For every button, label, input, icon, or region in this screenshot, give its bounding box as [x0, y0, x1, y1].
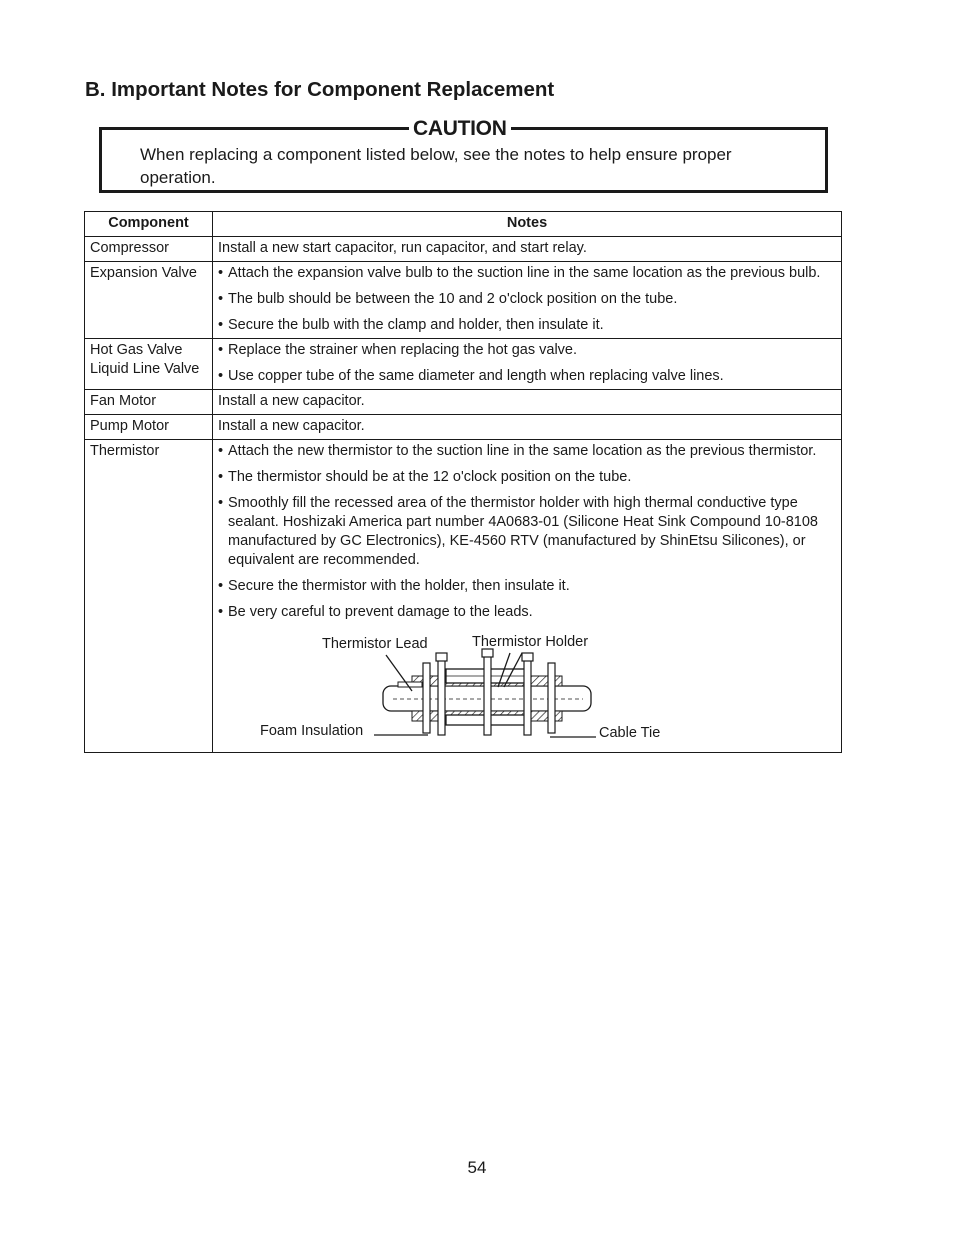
- note-text: The bulb should be between the 10 and 2 o'clock position on the tube.: [228, 291, 678, 307]
- note-bullet: [218, 367, 836, 386]
- note-text: Be very careful to prevent damage to the leads.: [228, 604, 533, 620]
- notes-cell: [213, 390, 842, 415]
- component-cell: [85, 262, 213, 339]
- table-row: [85, 262, 842, 339]
- notes-cell: [213, 440, 842, 753]
- note-text: Install a new capacitor.: [218, 418, 365, 434]
- note-text: Secure the bulb with the clamp and holder, then insulate it.: [228, 317, 604, 333]
- note-bullet: [218, 603, 836, 622]
- component-name: Thermistor: [90, 443, 160, 459]
- bullet-icon: •: [218, 342, 224, 358]
- caution-label: CAUTION: [409, 116, 511, 142]
- component-name: Compressor: [90, 240, 169, 256]
- page-number: 54: [467, 1158, 487, 1177]
- table-header-row: [85, 212, 842, 237]
- note-text: Replace the strainer when replacing the hot gas valve.: [228, 342, 578, 358]
- bullet-icon: •: [218, 578, 224, 594]
- note-text: Secure the thermistor with the holder, then insulate it.: [228, 578, 570, 594]
- bullet-icon: •: [218, 604, 224, 620]
- notes-cell: [213, 237, 842, 262]
- component-cell: [85, 440, 213, 753]
- thermistor-diagram: [218, 629, 836, 749]
- notes-cell: [213, 339, 842, 390]
- foam-insulation-label: Foam Insulation: [260, 723, 364, 739]
- note-bullet: [218, 442, 836, 461]
- table-row: [85, 390, 842, 415]
- note-bullet: [218, 577, 836, 596]
- table-row: [85, 237, 842, 262]
- table-row: [85, 339, 842, 390]
- component-cell: [85, 339, 213, 390]
- notes-cell: [213, 262, 842, 339]
- note-text: Install a new capacitor.: [218, 393, 365, 409]
- note-bullet: [218, 494, 836, 570]
- bullet-icon: •: [218, 291, 224, 307]
- note-text: The thermistor should be at the 12 o'clock position on the tube.: [228, 469, 632, 485]
- component-notes-table: [84, 211, 842, 753]
- bullet-icon: •: [218, 495, 224, 511]
- thermistor-holder-label: Thermistor Holder: [472, 634, 589, 650]
- note-bullet: [218, 264, 836, 283]
- notes-column-header: Notes: [213, 212, 842, 237]
- table-row: [85, 415, 842, 440]
- note-text: Use copper tube of the same diameter and length when replacing valve lines.: [228, 368, 724, 384]
- component-name: Fan Motor: [90, 393, 157, 409]
- component-cell: [85, 237, 213, 262]
- thermistor-lead-label: Thermistor Lead: [322, 636, 428, 652]
- component-name: Hot Gas Valve: [90, 342, 183, 358]
- component-column-header: Component: [85, 212, 213, 237]
- bullet-icon: •: [218, 469, 224, 485]
- table-row: [85, 440, 842, 753]
- bullet-icon: •: [218, 317, 224, 333]
- component-cell: [85, 390, 213, 415]
- note-text: Attach the expansion valve bulb to the suction line in the same location as the previous bulb.: [228, 265, 821, 281]
- caution-text: When replacing a component listed below, see the notes to help ensure proper operation.: [140, 145, 732, 187]
- note-bullet: [218, 290, 836, 309]
- bullet-icon: •: [218, 368, 224, 384]
- section-title: B. Important Notes for Component Replacement: [85, 78, 555, 101]
- component-cell: [85, 415, 213, 440]
- component-name: Liquid Line Valve: [90, 361, 200, 377]
- bullet-icon: •: [218, 265, 224, 281]
- note-bullet: [218, 316, 836, 335]
- bullet-icon: •: [218, 443, 224, 459]
- notes-cell: [213, 415, 842, 440]
- note-text: Attach the new thermistor to the suction line in the same location as the previous thermistor.: [228, 443, 817, 459]
- cable-tie-label: Cable Tie: [599, 725, 661, 741]
- note-bullet: [218, 341, 836, 360]
- note-bullet: [218, 468, 836, 487]
- note-text: Smoothly fill the recessed area of the thermistor holder with high thermal conductive type sealant. Hoshizaki America part number 4A0683-01 (Silicone Heat Sink Compound 10-8108 manufactured by GC Electronics), KE-4560 RTV (manufactured by ShinEtsu Silicones), or equivalent are recommended.: [228, 495, 818, 568]
- thermistor-lead-drawing: [398, 682, 422, 687]
- component-name: Pump Motor: [90, 418, 169, 434]
- component-name: Expansion Valve: [90, 265, 197, 281]
- note-text: Install a new start capacitor, run capacitor, and start relay.: [218, 240, 587, 256]
